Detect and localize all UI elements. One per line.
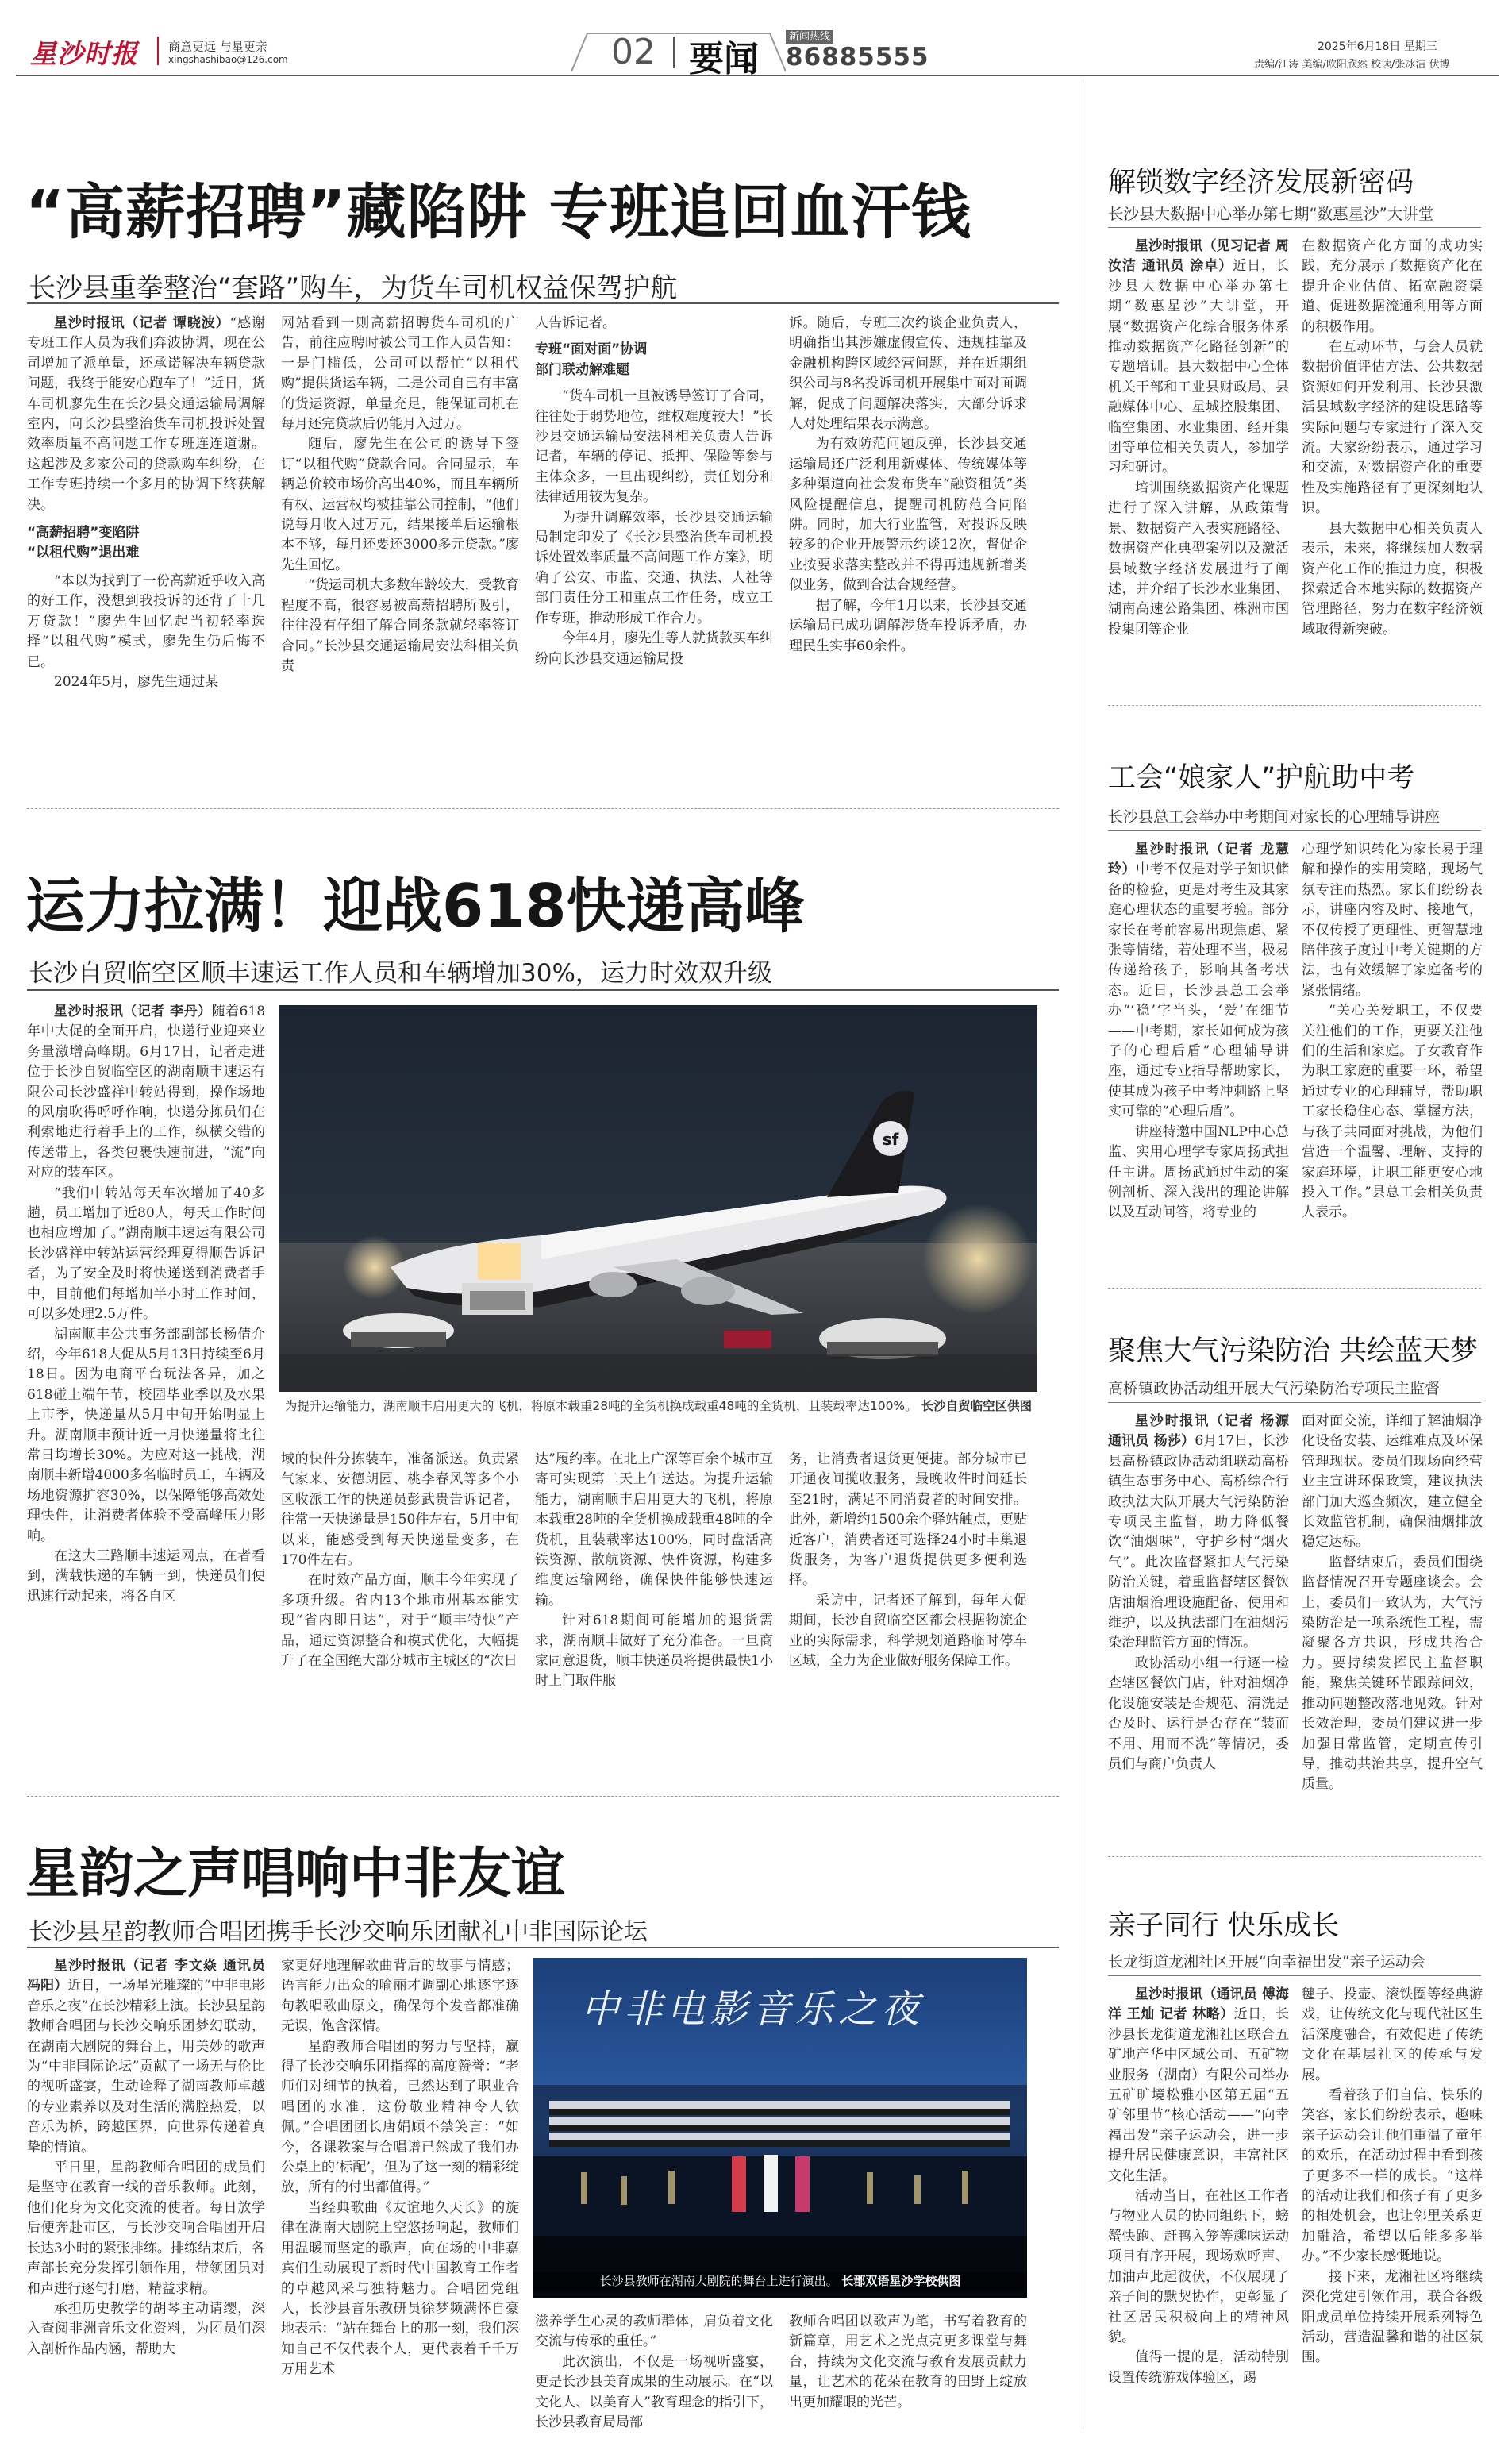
sidebar3-byline: 星沙时报讯（记者 杨源 通讯员 杨莎）: [1108, 1413, 1289, 1450]
article3-subtitle: 长沙县星韵教师合唱团携手长沙交响乐团献礼中非国际论坛: [29, 1918, 648, 1946]
newspaper-logo: 星沙时报: [30, 38, 138, 69]
article1-subhead: “以租代购”退出难: [27, 545, 140, 561]
article3-headline: 星韵之声唱响中非友谊: [25, 1843, 566, 1905]
article3-column-4: 教师合唱团以歌声为笔，书写着教育的新篇章，用艺术之光点亮更多课堂与舞台，持续为文化交流与教育发展贡献力量，让艺术的花朵在教育的田野上绽放出更加耀眼的光芒。: [789, 2314, 1027, 2410]
article2-column-2: 域的快件分拣装车，准备派送。负责紧气家来、安德朗园、桃李春风等多个小区收派工作的快递员彭武贵告诉记者，往常一天快递量是150件左右，5月中旬以来，能感受到每天快递量变多，在170件左右。 在时效产品方面，顺丰今年实现了多项升级。省内13个地市州基本能实现“省内即日达”，对于“顺丰特快”产品，通过资源整合和模式优化，大幅提升了在全国绝大部分城市主城区的“次日: [281, 1451, 519, 1670]
article1-byline: 星沙时报讯（记者 谭晓波）: [54, 315, 230, 331]
issue-date: 2025年6月18日 星期三: [1318, 40, 1437, 53]
masthead: [0, 0, 1512, 79]
sidebar3-column-2: 面对面交流，详细了解油烟净化设备安装、运维难点及环保管理现状。委员们现场向经营业主宣讲环保政策，建议执法部门加大巡查频次，建立健全长效监管机制，确保油烟排放稳定达标。 监督结束后，委员们围绕监督情况召开专题座谈会。会上，委员们一致认为，大气污染防治是一项系统性工程，需凝聚各方共识，形成共治合力。要持续发挥民主监督职能，聚焦关键环节跟踪问效，推动问题整改落地见效。针对长效治理，委员们建议进一步加强日常监管，定期宣传引导，推动共治共享，提升空气质量。: [1302, 1413, 1483, 1793]
article1-headline: “高薪招聘”藏陷阱 专班追回血汗钱: [25, 177, 971, 247]
masthead-rule: [16, 75, 1499, 76]
sidebar3-rule: [1108, 1402, 1481, 1403]
editor-credits: 责编/江涛 美编/欧阳欣然 校读/张冰洁 伏博: [1254, 59, 1450, 71]
article3-title-rule: [27, 1947, 1059, 1948]
article1-subhead: 专班“面对面”协调: [535, 341, 648, 358]
sidebar1-column-1: 星沙时报讯（见习记者 周汝洁 通讯员 涂卓）近日，长沙县大数据中心举办第七期“数惠星沙”大讲堂，开展“数据资产化综合服务体系推动数据资产化路径创新”的专题培训。县大数据中心全体机关干部和工业县财政局、县融媒体中心、星城控股集团、临空集团、水业集团、经开集团等单位相关负责人，参加学习和研讨。 培训围绕数据资产化课题进行了深入讲解，从政策背景、数据资产入表实施路径、数据资产化典型案例以及激活县域数字经济发展进行了阐述，并介绍了长沙水业集团、湖南高速公路集团、株洲市国投集团等企业: [1108, 238, 1289, 638]
svg-text:sf: sf: [882, 1130, 899, 1149]
article-divider: [27, 808, 1059, 809]
article2-subtitle: 长沙自贸临空区顺丰速运工作人员和车辆增加30%，运力时效双升级: [29, 959, 772, 988]
article2-headline: 运力拉满！迎战618快递高峰: [25, 871, 805, 941]
sidebar4-rule: [1108, 1975, 1481, 1976]
article3-byline: 星沙时报讯（记者 李文焱 通讯员 冯阳）: [27, 1958, 265, 1994]
sidebar2-headline: 工会“娘家人”护航助中考: [1108, 762, 1415, 794]
sidebar3-column-1: 星沙时报讯（记者 杨源 通讯员 杨莎）6月17日，长沙县高桥镇政协活动组联动高桥镇生态事务中心、高桥综合行政执法大队开展大气污染防治专项民主监督，助力降低餐饮“油烟味”，守护乡村“烟火气”。此次监督紧扣大气污染防治关键，着重监督辖区餐饮店油烟治理设施配备、使用和维护，以及执法部门在油烟污染治理监管方面的情况。 政协活动小组一行逐一检查辖区餐饮门店，针对油烟净化设施安装是否规范、清洗是否及时、运行是否存在“装而不用、用而不洗”等情况，委员们与商户负责人: [1108, 1413, 1289, 1772]
sidebar2-byline: 星沙时报讯（记者 龙慧玲）: [1108, 842, 1289, 878]
article2-column-3: 达”履约率。在北上广深等百余个城市互寄可实现第二天上午送达。为提升运输能力，湖南顺丰启用更大的飞机，将原本载重28吨的全货机换成载重48吨的全货机，且装载率达100%，同时盘活高铁资源、散航资源、快件资源，构建多维度运输网络，确保快件能够快速运输。 针对618期间可能增加的退货需求，湖南顺丰做好了充分准备。一旦商家同意退货，顺丰快递员将提供最快1小时上门取件服: [535, 1451, 773, 1690]
article-divider: [27, 1796, 1059, 1797]
masthead-email: xingshashibao@126.com: [168, 54, 288, 65]
sidebar4-column-1: 星沙时报讯（通讯员 傅海洋 王灿 记者 林略）近日，长沙县长龙街道龙湘社区联合五矿地产华中区域公司、五矿物业服务（湖南）有限公司举办五矿旷境松雅小区第五届“五矿邻里节”核心活动——“向幸福出发”亲子运动会，进一步提升居民健康意识，丰富社区文化生活。 活动当日，在社区工作者与物业人员的协同组织下，螃蟹快跑、赶鸭入笼等趣味运动项目有序开展，现场欢呼声、加油声此起彼伏，不仅展现了亲子间的默契协作，更彰显了社区居民积极向上的精神风貌。 值得一提的是，活动特别设置传统游戏体验区，踢: [1108, 1986, 1289, 2386]
page-number-divider: [673, 37, 675, 68]
sidebar3-headline: 聚焦大气污染防治 共绘蓝天梦: [1108, 1335, 1479, 1367]
sidebar4-column-2: 毽子、投壶、滚铁圈等经典游戏，让传统文化与现代社区生活深度融合，有效促进了传统文化在基层社区的传承与发展。 看着孩子们自信、快乐的笑容，家长们纷纷表示，趣味亲子运动会让他们重温了童年的欢乐，在活动过程中看到孩子更多不一样的成长。“这样的活动让我们和孩子有了更多的相处机会，也让邻里关系更加融洽，希望以后能多多举办。”不少家长感慨地说。 接下来，龙湘社区将继续深化党建引领作用，联合各级阳成员单位持续开展系列特色活动，营造温馨和谐的社区氛围。: [1302, 1986, 1483, 2366]
concert-stage-photo: [533, 1958, 1027, 2298]
hotline-label: 新闻热线: [786, 30, 833, 44]
section-name: 要闻: [689, 39, 759, 79]
sidebar1-subtitle: 长沙县大数据中心举办第七期“数惠星沙”大讲堂: [1108, 205, 1434, 223]
sidebar1-column-2: 在数据资产化方面的成功实践，充分展示了数据资产化在提升企业估值、拓宽融资渠道、促进数据流通利用等方面的积极作用。 在互动环节，与会人员就数据价值评估方法、公共数据资源如何开发利用、长沙县激活县域数字经济的建设思路等实际问题与专家进行了深入交流。大家纷纷表示，通过学习和交流，对数据资产化的重要性及实施路径有了更深刻地认识。 县大数据中心相关负责人表示，未来，将继续加大数据资产化工作的推进力度，积极探索适合本地实际的数据资产管理路径，努力在数字经济领域取得新突破。: [1302, 238, 1483, 638]
article1-column-2: 网站看到一则高薪招聘货车司机的广告，前往应聘时被公司工作人员告知：一是门槛低，公司可以帮忙“以租代购”提供货运车辆，二是公司自己有丰富的货运资源，单量充足，能保证司机在每月还完贷款后仍能月入过万。 随后，廖先生在公司的诱导下签订“以租代购”贷款合同。合同显示，车辆总价较市场价高出40%，而且车辆所有权、运营权均被挂靠公司控制，“他们说每月收入过万元，结果接单后运输根本不够，每月还要还3000多元贷款。”廖先生回忆。 “货运司机大多数年龄较大，受教育程度不高，很容易被高薪招聘所吸引，往往没有仔细了解合同条款就轻率签订合同。”长沙县交通运输局安法科相关负责: [281, 315, 519, 674]
article1-column-1: 星沙时报讯（记者 谭晓波）“感谢专班工作人员为我们奔波协调，现在公司增加了派单量，还承诺解决车辆贷款问题，我终于能安心跑车了！”近日，货车司机廖先生在长沙县交通运输局调解室内，向长沙县整治货车司机投诉处置效率质量不高问题工作专班连连道谢。这起涉及多家公司的贷款购车纠纷，在工作专班持续一个多月的协调下终获解决。 “高薪招聘”变陷阱 “以租代购”退出难 “本以为找到了一份高薪近乎收入高的好工作，没想到我投诉的还背了十几万贷款！”廖先生回忆起当初轻率选择“以租代购”模式，廖先生仍后悔不已。 2024年5月，廖先生通过某: [27, 315, 265, 690]
sidebar-divider: [1108, 1856, 1481, 1857]
sidebar3-subtitle: 高桥镇政协活动组开展大气污染防治专项民主监督: [1108, 1380, 1441, 1397]
article1-subhead: “高薪招聘”变陷阱: [27, 525, 140, 541]
hotline-number: 86885555: [786, 43, 929, 71]
sidebar-divider: [1108, 705, 1481, 706]
article2-byline: 星沙时报讯（记者 李丹）: [54, 1004, 212, 1019]
page-number: 02: [611, 32, 656, 72]
sidebar4-headline: 亲子同行 快乐成长: [1108, 1910, 1340, 1942]
article1-subtitle: 长沙县重拳整治“套路”购车，为货车司机权益保驾护航: [29, 272, 678, 304]
sidebar2-column-1: 星沙时报讯（记者 龙慧玲）中考不仅是对学子知识储备的检验，更是对考生及其家庭心理状态的重要考验。部分家长在考前容易出现焦虑、紧张等情绪，若处理不当，极易传递给孩子，影响其备考状态。近日，长沙县总工会举办“‘稳’字当头，‘爱’在细节——中考期，家长如何成为孩子的心理后盾”心理辅导讲座，通过专业指导帮助家长，使其成为孩子中考冲刺路上坚实可靠的“心理后盾”。 讲座特邀中国NLP中心总监、实用心理学专家周扬武担任主讲。周扬武通过生动的案例剖析、深入浅出的理论讲解以及互动问答，将专业的: [1108, 842, 1289, 1221]
article2-column-1: 星沙时报讯（记者 李丹）随着618年中大促的全面开启，快递行业迎来业务量激增高峰期。6月17日，记者走进位于长沙自贸临空区的湖南顺丰速运有限公司长沙盛祥中转站得到，操作场地的风扇吹得呼呼作响，快递分拣员们在利索地进行着手上的工作，纵横交错的传送带上，各类包裹快速前进，“流”向对应的装车区。 “我们中转站每天车次增加了40多趟，员工增加了近80人，每天工作时间也相应增加了。”湖南顺丰速运有限公司长沙盛祥中转站运营经理夏得顺告诉记者，为了安全及时将快递送到消费者手中，目前他们每增加半小时工作时间，可以多处理2.5万件。 湖南顺丰公共事务部副部长杨倩介绍，今年618大促从5月13日持续至6月18日。因为电商平台玩法各异，加之618碰上端午节，校园毕业季以及水果上市季，快递量从5月中旬开始明显上升。湖南顺丰预计近一月快递量将比往常日均增长30%。为应对这一挑战，湖南顺丰新增4000多名临时员工，车辆及场地资源扩容30%，以保障能够高效处理快件，让消费者体验不受高峰压力影响。 在这大三路顺丰速运网点，在者看到，满载快递的车辆一到，快递员们便迅速行动起来，将各自区: [27, 1004, 265, 1605]
article1-column-4: 诉。随后，专班三次约谈企业负责人，明确指出其涉嫌虚假宣传、违规挂靠及金融机构跨区域经营问题，并在近期组织公司与8名投诉司机开展集中面对面调解，促成了问题解决落实，大部分诉求人对处理结果表示满意。 为有效防范问题反弹，长沙县交通运输局还广泛利用新媒体、传统媒体等多种渠道向社会发布货车“融资租赁”类风险提醒信息，提醒司机防范合同陷阱。同时，加大行业监管，对投诉反映较多的企业开展警示约谈12次，督促企业按要求落实整改并不得再违规新增类似业务，做到合法合规经营。 据了解，今年1月以来，长沙县交通运输局已成功调解涉货车投诉矛盾，办理民生实事60余件。: [789, 315, 1027, 654]
article3-column-1: 星沙时报讯（记者 李文焱 通讯员 冯阳）近日，一场星光璀璨的“中非电影音乐之夜”在长沙精彩上演。长沙县星韵教师合唱团与长沙交响乐团梦幻联动，在湖南大剧院的舞台上，用美妙的歌声为“中非国际论坛”贡献了一场无与伦比的视听盛宴，生动诠释了湖南教师卓越的专业素养以及对生活的满腔热爱，以音乐为桥，跨越国界，向世界传递着真挚的情谊。 平日里，星韵教师合唱团的成员们是坚守在教育一线的音乐教师。此刻，他们化身为文化交流的使者。每日放学后便奔赴市区，与长沙交响合唱团开启长达3小时的紧张排练。排练结束后，各声部长充分发挥引领作用，带领团员对和声进行逐句打磨，精益求精。 承担历史教学的胡琴主动请缨，深入查阅非洲音乐文化资料，为团员们深入剖析作品内涵，帮助大: [27, 1958, 265, 2357]
article2-column-4: 务，让消费者退货更便捷。部分城市已开通夜间揽收服务，最晚收件时间延长至21时，满足不同消费者的时间安排。此外，新增约1500余个驿站触点，更贴近客户，消费者还可选择24小时丰巢退货服务，为客户退货提供更多便利选择。 采访中，记者还了解到，每年大促期间，长沙自贸临空区都会根据物流企业的实际需求，科学规划道路临时停车区域，全力为企业做好服务保障工作。: [789, 1451, 1027, 1670]
logo-divider: [157, 37, 159, 65]
article2-title-rule: [27, 989, 1059, 991]
cargo-plane-photo: [279, 1005, 1037, 1392]
photo-credit: 长郡双语星沙学校供图: [841, 2274, 961, 2288]
cargo-photo-caption: 为提升运输能力，湖南顺丰启用更大的飞机，将原本载重28吨的全货机换成载重48吨的全货机，且装载率达100%。 长沙自贸临空区供图: [284, 1399, 1033, 1413]
article3-column-2: 家更好地理解歌曲背后的故事与情感；语言能力出众的喻丽才调副心地逐字逐句教唱歌曲原文，确保每个发音都准确无误，饱含深情。 星韵教师合唱团的努力与坚持，赢得了长沙交响乐团指挥的高度赞誉：“老师们对细节的执着，已然达到了职业合唱团的水准，这份敬业精神令人钦佩。”合唱团团长唐娟顾不禁笑言：“如今，各课教案与合唱谱已然成了我们办公桌上的‘标配’，但为了这一刻的精彩绽放，所有的付出都值得。” 当经典歌曲《友谊地久天长》的旋律在湖南大剧院上空悠扬响起，教师们用温暖而坚定的歌声，向在场的中非嘉宾们生动展现了新时代中国教育工作者的卓越风采与独特魅力。合唱团党组人，长沙县音乐教研员徐梦频满怀自豪地表示：“站在舞台上的那一刻，我们深知自己不仅代表个人，更代表着千千万万用艺术: [281, 1958, 519, 2378]
sidebar4-subtitle: 长龙街道龙湘社区开展“向幸福出发”亲子运动会: [1108, 1953, 1425, 1971]
sidebar2-rule: [1108, 830, 1481, 831]
sidebar1-rule: [1108, 227, 1481, 228]
sidebar4-byline: 星沙时报讯（通讯员 傅海洋 王灿 记者 林略）: [1108, 1986, 1289, 2023]
sidebar-divider: [1108, 1288, 1481, 1289]
article3-column-3: 滋养学生心灵的教师群体，肩负着文化交流与传承的重任。” 此次演出，不仅是一场视听盛宴，更是长沙县美育成果的生动展示。在“以文化人、以美育人”教育理念的指引下，长沙县教育局局部: [535, 2314, 773, 2429]
article1-subhead: 部门联动解难题: [535, 361, 629, 378]
photo-credit: 长沙自贸临空区供图: [921, 1399, 1033, 1413]
concert-photo-caption: 长沙县教师在湖南大剧院的舞台上进行演出。 长郡双语星沙学校供图: [533, 2272, 1027, 2291]
sidebar1-byline: 星沙时报讯（见习记者 周汝洁 通讯员 涂卓）: [1108, 238, 1289, 275]
sidebar1-headline: 解锁数字经济发展新密码: [1108, 167, 1414, 198]
sidebar2-subtitle: 长沙县总工会举办中考期间对家长的心理辅导讲座: [1108, 808, 1441, 826]
concert-banner-text: 中非电影音乐之夜: [581, 1987, 925, 2032]
article1-title-rule: [27, 302, 1059, 304]
masthead-slogan: 商意更远 与星更亲: [168, 40, 267, 54]
article1-column-3: 人告诉记者。 专班“面对面”协调 部门联动解难题 “货车司机一旦被诱导签订了合同，往往处于弱势地位，维权难度较大！”长沙县交通运输局安法科相关负责人告诉记者，车辆的停记、抵押、保险等参与主体众多，一旦出现纠纷，责任划分和法律适用较为复杂。 为提升调解效率，长沙县交通运输局制定印发了《长沙县整治货车司机投诉处置效率质量不高问题工作方案》，明确了公安、市监、交通、执法、人社等部门责任分工和重点工作任务，成立工作专班，推动形成工作合力。 今年4月，廖先生等人就货款买车纠纷向长沙县交通运输局投: [535, 315, 773, 667]
sidebar2-column-2: 心理学知识转化为家长易于理解和操作的实用策略，现场气氛专注而热烈。家长们纷纷表示，讲座内容及时、接地气，不仅传授了更理性、更智慧地陪伴孩子度过中考关键期的方法，也有效缓解了家庭备考的紧张情绪。 “关心关爱职工，不仅要关注他们的工作，更要关注他们的生活和家庭。子女教育作为职工家庭的重要一环，希望通过专业的心理辅导，帮助职工家长稳住心态、掌握方法，与孩子共同面对挑战，为他们营造一个温馨、理解、支持的家庭环境，让职工能更安心地投入工作。”县总工会相关负责人表示。: [1302, 842, 1483, 1221]
